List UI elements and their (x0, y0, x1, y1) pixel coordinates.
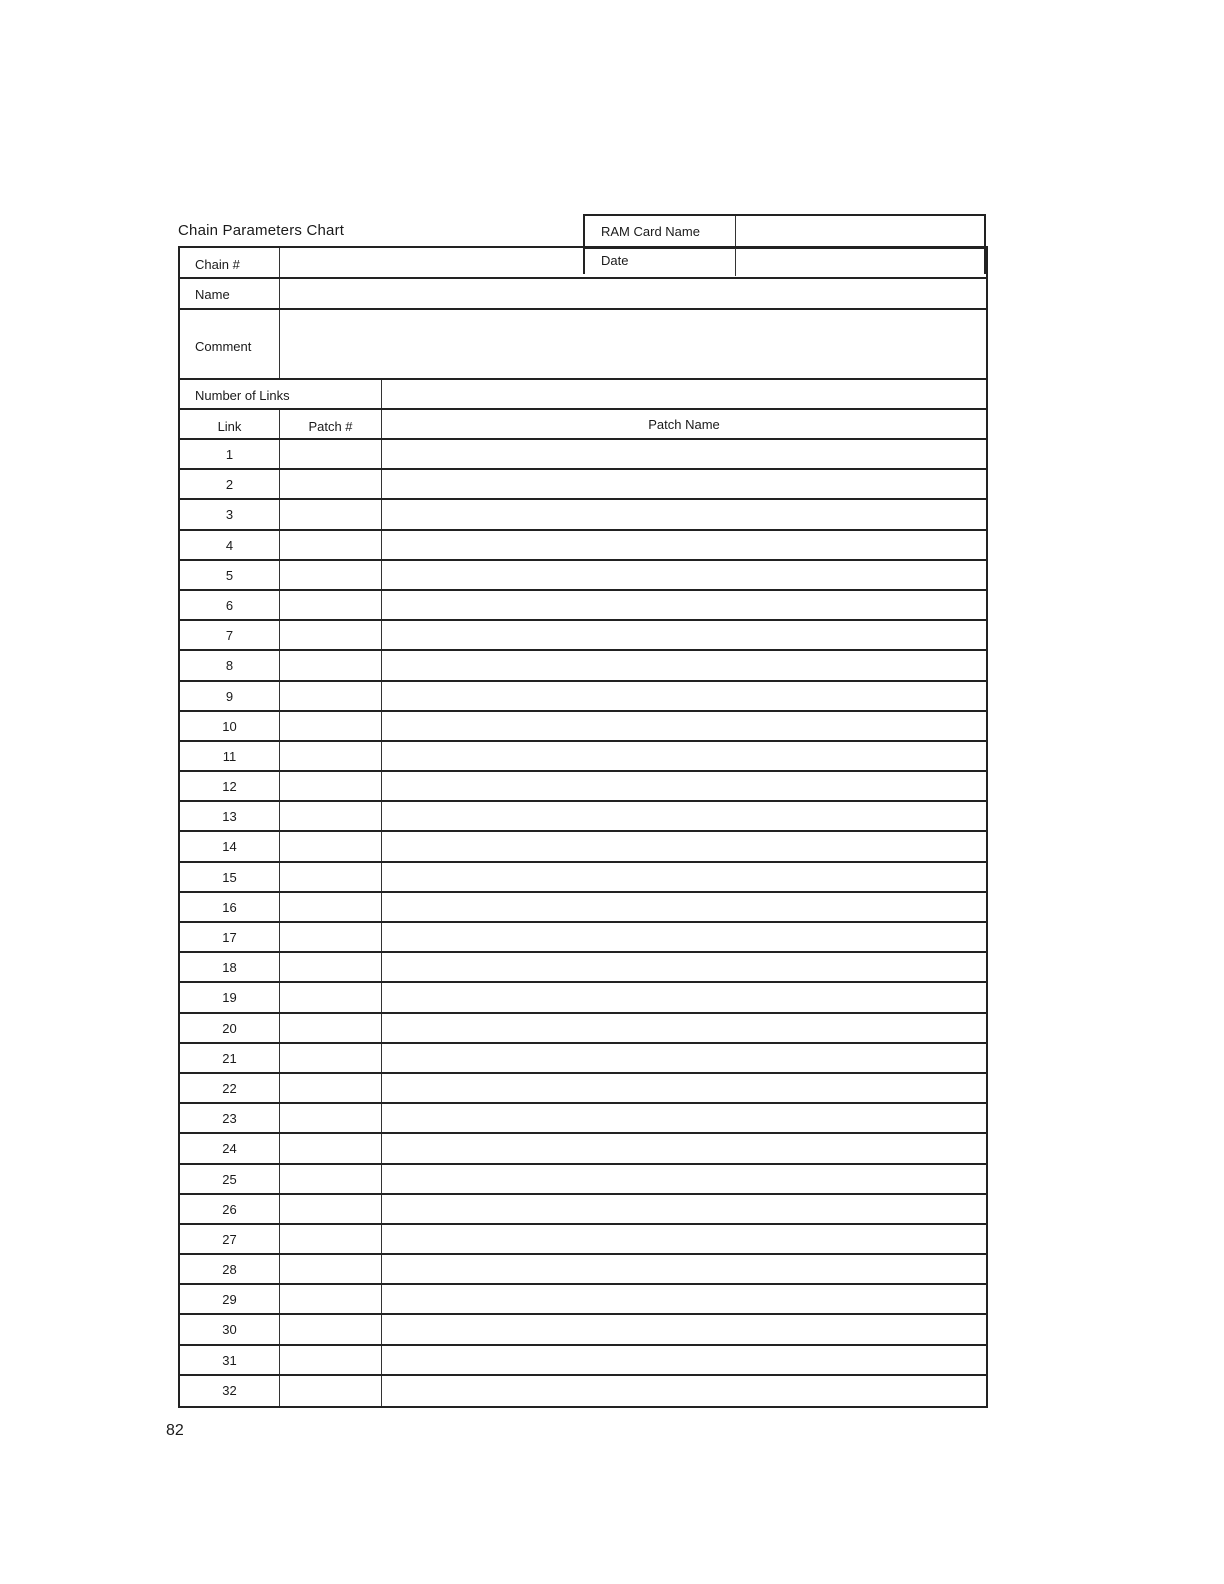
ram-card-name-field[interactable] (735, 216, 984, 247)
link-number: 17 (222, 930, 237, 945)
link-number: 16 (222, 899, 237, 915)
chain-number-field[interactable] (280, 248, 583, 277)
link-number: 12 (222, 779, 237, 795)
patch-name-cell[interactable] (382, 1255, 986, 1283)
patch-name-cell[interactable] (382, 682, 986, 710)
table-row (180, 1285, 986, 1315)
link-header: Link (217, 419, 242, 434)
link-number: 5 (225, 567, 234, 583)
table-row (180, 802, 986, 832)
patch-number-cell[interactable] (280, 983, 381, 1011)
patch-number-cell[interactable] (280, 1315, 381, 1343)
table-row (180, 983, 986, 1013)
comment-row (180, 310, 986, 380)
patch-name-cell[interactable] (382, 1165, 986, 1193)
patch-number-header: Patch # (308, 419, 353, 434)
patch-name-cell[interactable] (382, 802, 986, 830)
date-label: Date (601, 253, 629, 268)
link-number: 21 (222, 1050, 237, 1066)
name-label: Name (195, 287, 230, 302)
patch-name-header: Patch Name (648, 417, 720, 432)
patch-number-cell[interactable] (280, 500, 381, 528)
link-number: 13 (222, 809, 237, 825)
table-row (180, 1225, 986, 1255)
patch-name-cell[interactable] (382, 1346, 986, 1374)
patch-number-cell[interactable] (280, 742, 381, 770)
link-number: 1 (225, 447, 234, 462)
patch-name-cell[interactable] (382, 832, 986, 860)
link-number: 3 (225, 507, 234, 523)
ram-card-name-row (585, 216, 984, 249)
table-row (180, 561, 986, 591)
table-row (180, 712, 986, 742)
patch-number-cell[interactable] (280, 621, 381, 649)
patch-number-cell[interactable] (280, 1014, 381, 1042)
name-row (180, 279, 986, 310)
link-number: 4 (225, 537, 234, 553)
table-row (180, 621, 986, 651)
patch-name-cell[interactable] (382, 1315, 986, 1343)
chain-parameters-table (178, 246, 988, 1408)
comment-label: Comment (195, 339, 252, 354)
table-row (180, 953, 986, 983)
patch-name-cell[interactable] (382, 1104, 986, 1132)
patch-name-cell[interactable] (382, 500, 986, 528)
table-row (180, 591, 986, 621)
patch-number-cell[interactable] (280, 1104, 381, 1132)
link-number: 26 (222, 1201, 237, 1217)
link-number: 7 (225, 628, 234, 644)
link-number: 9 (225, 688, 234, 704)
patch-number-cell[interactable] (280, 470, 381, 498)
patch-name-cell[interactable] (382, 983, 986, 1011)
name-field[interactable] (280, 279, 986, 308)
table-row (180, 1014, 986, 1044)
table-row (180, 893, 986, 923)
patch-number-cell[interactable] (280, 1134, 381, 1162)
link-rows (180, 440, 986, 1406)
patch-number-cell[interactable] (280, 923, 381, 951)
table-row (180, 1104, 986, 1134)
patch-name-cell[interactable] (382, 1044, 986, 1072)
patch-number-cell[interactable] (280, 712, 381, 740)
patch-number-cell[interactable] (280, 1346, 381, 1374)
patch-name-cell[interactable] (382, 1014, 986, 1042)
link-number: 15 (222, 869, 237, 885)
patch-name-cell[interactable] (382, 1376, 986, 1406)
link-number: 8 (225, 658, 234, 674)
table-row (180, 1195, 986, 1225)
patch-name-cell[interactable] (382, 651, 986, 679)
table-row (180, 1346, 986, 1376)
patch-number-cell[interactable] (280, 1225, 381, 1253)
link-number: 22 (222, 1080, 237, 1096)
table-row (180, 742, 986, 772)
patch-number-cell[interactable] (280, 953, 381, 981)
table-row (180, 470, 986, 500)
link-number: 14 (222, 839, 237, 855)
comment-field[interactable] (280, 310, 986, 378)
link-number: 2 (225, 477, 234, 493)
link-number: 31 (222, 1352, 237, 1368)
patch-name-cell[interactable] (382, 893, 986, 921)
patch-name-cell[interactable] (382, 1225, 986, 1253)
number-of-links-label: Number of Links (195, 388, 290, 403)
link-number: 20 (222, 1020, 237, 1036)
patch-name-cell[interactable] (382, 561, 986, 589)
patch-number-cell[interactable] (280, 1195, 381, 1223)
patch-number-cell[interactable] (280, 531, 381, 559)
table-row (180, 863, 986, 893)
patch-name-cell[interactable] (382, 1195, 986, 1223)
patch-number-cell[interactable] (280, 1376, 381, 1406)
table-row (180, 772, 986, 802)
link-number: 25 (222, 1171, 237, 1187)
patch-number-cell[interactable] (280, 651, 381, 679)
link-number: 18 (222, 960, 237, 976)
patch-name-cell[interactable] (382, 1134, 986, 1162)
table-row (180, 682, 986, 712)
patch-name-cell[interactable] (382, 440, 986, 468)
table-header-row (180, 410, 986, 440)
link-number: 6 (225, 597, 234, 613)
link-number: 30 (222, 1322, 237, 1338)
table-row (180, 1074, 986, 1104)
patch-name-cell[interactable] (382, 531, 986, 559)
patch-name-cell[interactable] (382, 470, 986, 498)
table-row (180, 531, 986, 561)
table-row (180, 1134, 986, 1164)
table-row (180, 1315, 986, 1345)
patch-number-cell[interactable] (280, 1044, 381, 1072)
patch-number-cell[interactable] (280, 802, 381, 830)
patch-number-cell[interactable] (280, 1255, 381, 1283)
link-number: 29 (222, 1292, 237, 1308)
patch-number-cell[interactable] (280, 561, 381, 589)
patch-number-cell[interactable] (280, 1285, 381, 1313)
table-row (180, 923, 986, 953)
ram-card-name-label: RAM Card Name (601, 224, 700, 239)
page-title: Chain Parameters Chart (178, 222, 345, 239)
table-row (180, 500, 986, 530)
patch-number-cell[interactable] (280, 440, 381, 468)
patch-name-cell[interactable] (382, 923, 986, 951)
chain-number-row (180, 248, 986, 279)
patch-number-cell[interactable] (280, 772, 381, 800)
patch-number-cell[interactable] (280, 1074, 381, 1102)
patch-number-cell[interactable] (280, 832, 381, 860)
page-number: 82 (166, 1422, 184, 1439)
link-number: 28 (222, 1262, 237, 1278)
patch-name-cell[interactable] (382, 772, 986, 800)
patch-name-cell[interactable] (382, 1285, 986, 1313)
patch-number-cell[interactable] (280, 893, 381, 921)
table-row (180, 832, 986, 862)
link-number: 27 (222, 1231, 237, 1247)
link-number: 10 (222, 718, 237, 734)
table-row (180, 1255, 986, 1285)
table-row (180, 440, 986, 470)
table-row (180, 651, 986, 681)
patch-number-cell[interactable] (280, 591, 381, 619)
patch-name-cell[interactable] (382, 621, 986, 649)
patch-name-cell[interactable] (382, 742, 986, 770)
patch-number-cell[interactable] (280, 863, 381, 891)
patch-name-cell[interactable] (382, 591, 986, 619)
patch-name-cell[interactable] (382, 712, 986, 740)
patch-name-cell[interactable] (382, 1074, 986, 1102)
patch-number-cell[interactable] (280, 1165, 381, 1193)
link-number: 23 (222, 1111, 237, 1127)
patch-name-cell[interactable] (382, 953, 986, 981)
link-number: 24 (222, 1141, 237, 1157)
table-row (180, 1165, 986, 1195)
link-number: 32 (222, 1382, 237, 1398)
number-of-links-field[interactable] (382, 380, 986, 408)
number-of-links-row (180, 380, 986, 410)
table-row (180, 1044, 986, 1074)
patch-number-cell[interactable] (280, 682, 381, 710)
link-number: 11 (222, 748, 237, 764)
chain-number-label: Chain # (195, 257, 240, 272)
link-number: 19 (222, 990, 237, 1006)
patch-name-cell[interactable] (382, 863, 986, 891)
table-row (180, 1376, 986, 1406)
